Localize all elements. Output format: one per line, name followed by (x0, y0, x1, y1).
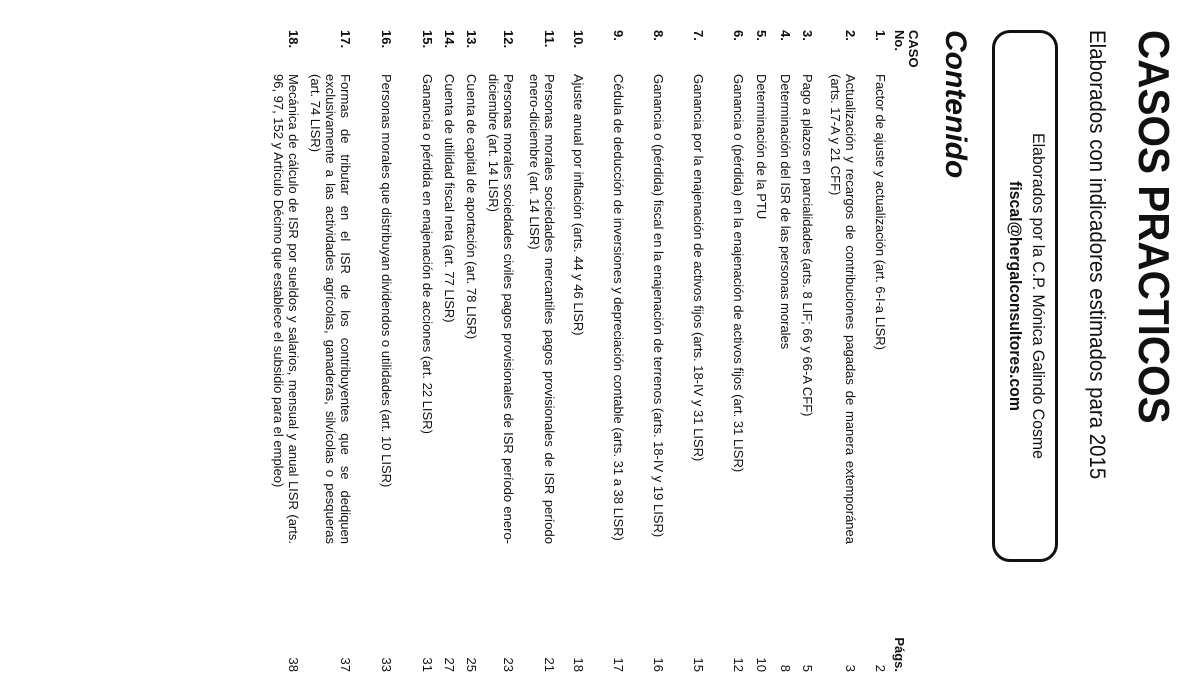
case-number: 1. (873, 30, 888, 41)
list-item (753, 30, 769, 672)
case-description: Ganancia por la enajenación de activos fijos (arts. 18-IV y 31 LISR) (691, 74, 706, 462)
document-title: CASOS PRACTICOS (1129, 30, 1178, 424)
document-subtitle: Elaborados con indicadores estimados para 2015 (1085, 30, 1110, 480)
contents-list (255, 30, 888, 672)
list-item (485, 30, 516, 672)
case-number: 2. (843, 30, 858, 41)
list-item (872, 30, 888, 672)
case-description: Ajuste anual por inflación (arts. 44 y 46 LISR) (571, 74, 586, 336)
page-number: 37 (338, 657, 353, 672)
list-item (255, 30, 301, 672)
list-item (404, 30, 435, 672)
page-number: 23 (501, 657, 516, 672)
case-description: Ganancia o pérdida en enajenación de acciones (art. 22 LISR) (420, 74, 435, 434)
case-description: Cédula de deducción de inversiones y depreciación contable (arts. 31 a 38 LISR) (611, 74, 626, 541)
case-number: 11. (542, 30, 557, 48)
page-number: 31 (420, 657, 435, 672)
author-email: fiscal@hergalconsultores.com (1006, 181, 1025, 411)
case-number: 3. (800, 30, 815, 41)
case-number: 4. (778, 30, 793, 41)
case-description: Ganancia o (pérdida) fiscal en la enajenación de terrenos (arts. 18-IV y 19 LISR) (651, 74, 666, 538)
case-description: Factor de ajuste y actualización (art. 6-I-a LISR) (873, 74, 888, 351)
page-number: 18 (571, 657, 586, 672)
case-number: 14. (442, 30, 457, 49)
author-box (992, 30, 1058, 562)
case-description: Cuenta de capital de aportación (art. 78 LISR) (464, 74, 479, 340)
page-number: 38 (286, 657, 301, 672)
case-number: 12. (501, 30, 516, 49)
case-description: Pago a plazos en parcialidades (arts. 8 LIF; 66 y 66-A CFF) (800, 74, 815, 417)
list-item (363, 30, 394, 672)
page-number: 3 (843, 664, 858, 672)
list-item (777, 30, 793, 672)
list-item (570, 30, 586, 672)
case-description: Personas morales que distribuyan dividendos o utilidades (art. 10 LISR) (379, 74, 394, 488)
author-line: Elaborados por la C.P. Mónica Galindo Cosme (1029, 133, 1048, 459)
case-number: 15. (420, 30, 435, 49)
case-number: 16. (379, 30, 394, 49)
page-number: 10 (754, 657, 769, 672)
contents-heading: Contenido (939, 30, 972, 179)
case-number: 8. (651, 30, 666, 41)
page-number: 12 (731, 657, 746, 672)
list-item (463, 30, 479, 672)
case-number: 10. (571, 30, 586, 49)
page-number: 5 (800, 664, 815, 672)
page-number: 15 (691, 657, 706, 672)
page-number: 33 (379, 657, 394, 672)
list-item (821, 30, 858, 672)
case-description: Personas morales sociedades mercantiles pagos provisionales de ISR período enero-diciembre (art. 14 LISR) (527, 74, 557, 544)
case-description: Actualización y recargos de contribuciones pagadas de manera extemporánea (arts. 17-A y 21 CFF) (828, 74, 858, 544)
page-number: 21 (542, 657, 557, 672)
list-item (307, 30, 353, 672)
case-description: Cuenta de utilidad fiscal neta (art. 77 LISR) (442, 74, 457, 323)
page-column-header: Págs. (892, 637, 907, 672)
page-number: 16 (651, 657, 666, 672)
case-description: Ganancia o (pérdida) en la enajenación de activos fijos (art. 31 LISR) (731, 74, 746, 473)
page-number: 2 (873, 664, 888, 672)
list-item (675, 30, 706, 672)
case-number: 6. (731, 30, 746, 41)
case-number: 5. (754, 30, 769, 41)
page-number: 25 (464, 657, 479, 672)
case-description: Formas de tributar en el ISR de los contribuyentes que se dediquen exclusivamente a las actividades agrícolas, ganaderas, silvícolas o pesqueras (art. 74 LISR) (308, 74, 353, 544)
case-number: 7. (691, 30, 706, 41)
case-number: 13. (464, 30, 479, 49)
page-number: 17 (611, 657, 626, 672)
page-number: 8 (778, 664, 793, 672)
list-item (441, 30, 457, 672)
case-column-header: CASO No. (892, 30, 921, 68)
case-description: Determinación del ISR de las personas morales (778, 74, 793, 350)
case-description: Determinación de la PTU (754, 74, 769, 220)
case-description: Personas morales sociedades civiles pagos provisionales de ISR período enero-diciembre (art. 14 LISR) (486, 74, 516, 544)
case-number: 18. (286, 30, 301, 49)
list-item (715, 30, 746, 672)
page-number: 27 (442, 657, 457, 672)
list-item (595, 30, 626, 672)
list-item (635, 30, 666, 672)
case-number: 17. (338, 30, 353, 49)
case-number: 9. (611, 30, 626, 41)
list-item (526, 30, 557, 672)
list-item (799, 30, 815, 672)
case-description: Mecánica de cálculo de ISR por sueldos y salarios, mensual y anual LISR (arts. 96, 97, 152 y Artículo Décimo que establece el subsidio para el empleo) (271, 74, 301, 544)
